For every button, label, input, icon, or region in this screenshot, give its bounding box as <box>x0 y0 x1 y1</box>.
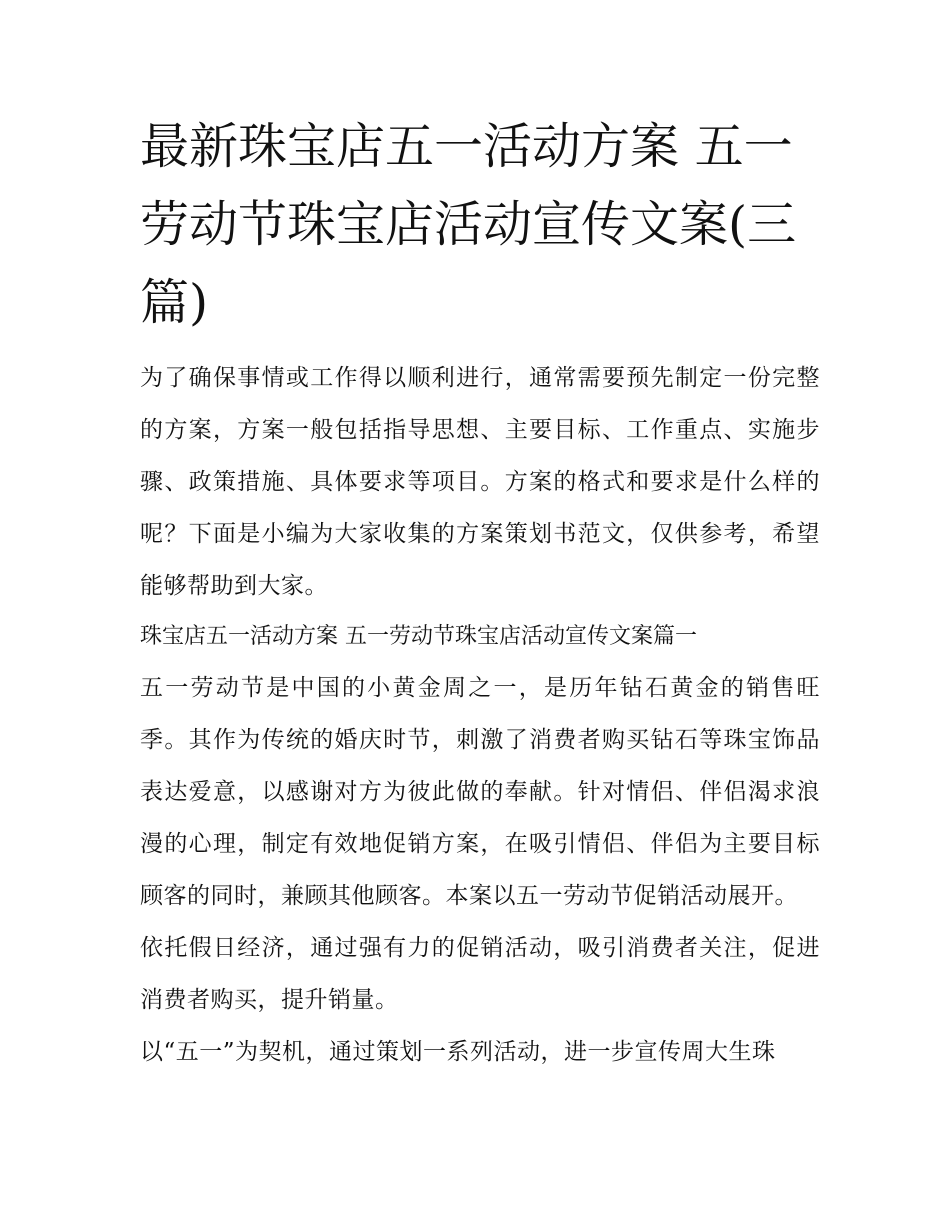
body-paragraph-3: 以“五一”为契机，通过策划一系列活动，进一步宣传周大生珠 <box>140 1039 776 1065</box>
document-title: 最新珠宝店五一活动方案 五一劳动节珠宝店活动宣传文案(三篇) <box>140 118 797 331</box>
document-page <box>140 108 820 1078</box>
section-heading: 珠宝店五一活动方案 五一劳动节珠宝店活动宣传文案篇一 <box>140 624 697 649</box>
body-paragraph-1: 五一劳动节是中国的小黄金周之一，是历年钻石黄金的销售旺季。其作为传统的婚庆时节，刺激了消费者购买钻石等珠宝饰品表达爱意，以感谢对方为彼此做的奉献。针对情侣、伴侣渴求浪漫的心理，制定有效地促销方案，在吸引情侣、伴侣为主要目标顾客的同时，兼顾其他顾客。本案以五一劳动节促销活动展开。 <box>140 675 820 909</box>
intro-paragraph: 为了确保事情或工作得以顺利进行，通常需要预先制定一份完整的方案，方案一般包括指导思想、主要目标、工作重点、实施步骤、政策措施、具体要求等项目。方案的格式和要求是什么样的呢？下面是小编为大家收集的方案策划书范文，仅供参考，希望能够帮助到大家。 <box>140 365 820 599</box>
body-paragraph-2: 依托假日经济，通过强有力的促销活动，吸引消费者关注，促进消费者购买，提升销量。 <box>140 935 820 1013</box>
